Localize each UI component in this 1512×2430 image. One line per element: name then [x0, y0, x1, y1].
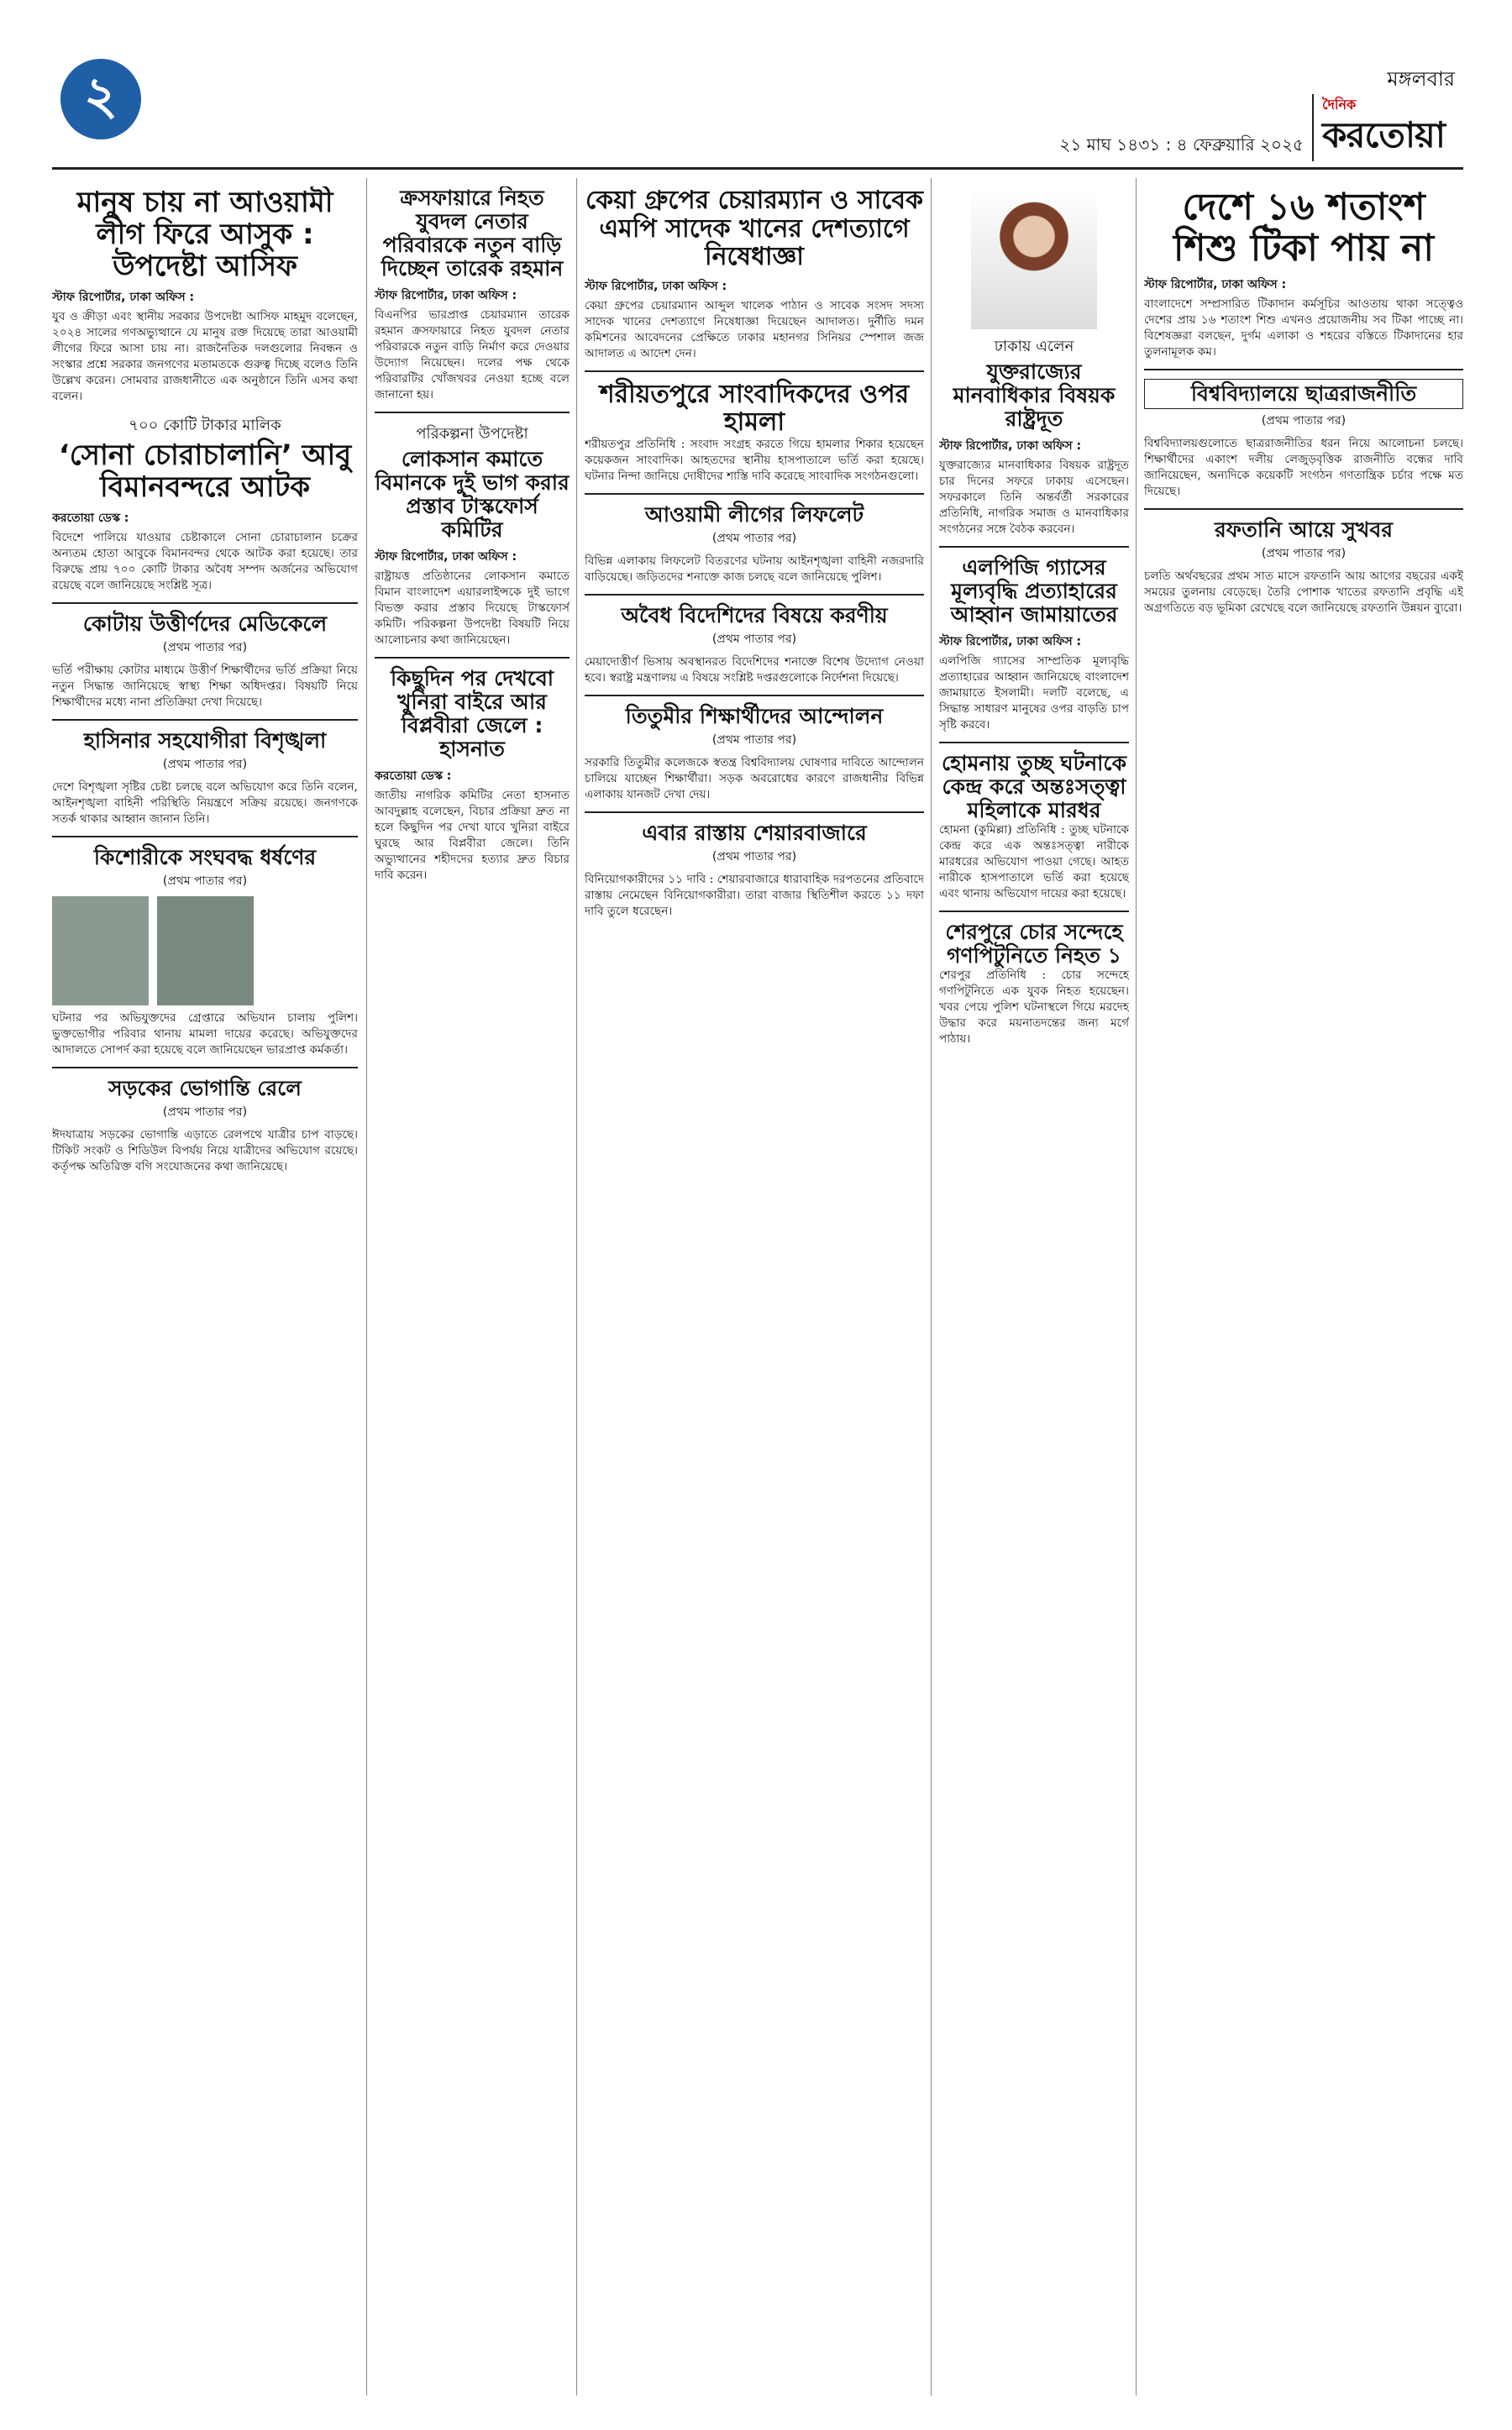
byline: স্টাফ রিপোর্টার, ঢাকা অফিস :: [939, 635, 1082, 648]
headline: সড়কের ভোগান্তি রেলে: [108, 1076, 302, 1101]
byline: স্টাফ রিপোর্টার, ঢাকা অফিস :: [52, 291, 195, 305]
divider: [585, 594, 924, 596]
headline: রফতানি আয়ে সুখবর: [1214, 517, 1394, 542]
portrait-photo: [971, 186, 1097, 329]
headline: শেরপুরে চোর সন্দেহে গণপিটুনিতে নিহত ১: [945, 920, 1123, 968]
byline: করতোয়া ডেস্ক :: [52, 512, 129, 526]
continued-label: (প্রথম পাতার পর): [711, 849, 797, 863]
article-text: যুক্তরাজ্যের মানবাধিকার বিষয়ক রাষ্ট্রদূত চার দিনের সফরে ঢাকায় এসেছেন। সফরকালে তিনি অন্তর্বর্তী সরকারের প্রতিনিধি, নাগরিক সমাজ ও মানবাধিকার সংগঠনের সঙ্গে বৈঠক করবেন।: [939, 459, 1129, 536]
article-text: রাষ্ট্রায়ত্ত প্রতিষ্ঠানের লোকসান কমাতে বিমান বাংলাদেশ এয়ারলাইন্সকে দুই ভাগে বিভক্ত করার প্রস্তাব দিয়েছে টাস্কফোর্স কমিটি। পরিকল্পনা উপদেষ্টা বিষয়টি নিয়ে আলোচনার কথা জানিয়েছেন।: [375, 569, 570, 647]
article-text: কেয়া গ্রুপের চেয়ারম্যান আব্দুল খালেক পাঠান ও সাবেক সংসদ সদস্য সাদেক খানের দেশত্যাগে নিষেধাজ্ঞা দিয়েছেন আদালত। দুর্নীতি দমন কমিশনের আবেদনের প্রেক্ষিতে ঢাকার মহানগর সিনিয়র স্পেশাল জজ আদালত এ আদেশ দেন।: [585, 298, 924, 360]
article-text: ঈদযাত্রায় সড়কের ভোগান্তি এড়াতে রেলপথে যাত্রীর চাপ বাড়ছে। টিকিট সংকট ও শিডিউল বিপর্যয় নিয়ে যাত্রীদের অভিযোগ রয়েছে। কর্তৃপক্ষ অতিরিক্ত বগি সংযোজনের কথা জানিয়েছে।: [52, 1128, 358, 1174]
headline: মানুষ চায় না আওয়ামী লীগ ফিরে আসুক : উপদেষ্টা আসিফ: [76, 186, 333, 284]
article-text: জাতীয় নাগরিক কমিটির নেতা হাসনাত আবদুল্লাহ বলেছেন, বিচার প্রক্রিয়া দ্রুত না হলে কিছুদিন পর দেখা যাবে খুনিরা বাইরে ঘুরছে আর বিপ্লবীরা জেলে। তিনি অভ্যুত্থানের শহীদদের হত্যার দ্রুত বিচার দাবি করেন।: [375, 789, 570, 882]
byline: করতোয়া ডেস্ক :: [375, 769, 452, 783]
divider: [52, 836, 358, 837]
masthead-title: করতোয়া: [1322, 114, 1445, 155]
divider: [52, 719, 358, 721]
byline: স্টাফ রিপোর্টার, ঢাকা অফিস :: [1144, 277, 1287, 291]
column-divider: [931, 178, 932, 2396]
divider: [585, 493, 924, 495]
article-text: বিনিয়োগকারীদের ১১ দাবি : শেয়ারবাজারে ধারাবাহিক দরপতনের প্রতিবাদে রাস্তায় নেমেছেন বিনিয়োগকারীরা। তারা বাজার স্থিতিশীল করতে ১১ দফা দাবি তুলে ধরেছেন।: [585, 872, 924, 918]
article-text: যুব ও ক্রীড়া এবং স্থানীয় সরকার উপদেষ্টা আসিফ মাহমুদ বলেছেন, ২০২৪ সালের গণঅভ্যুত্থানে যে মানুষ রক্ত দিয়েছে তারা আওয়ামী লীগের ফিরে আসা চায় না। রাজনৈতিক দলগুলোর নিবন্ধন ও সংস্কার প্রশ্নে সরকার জনগণের মতামতকে গুরুত্ব দিচ্ছে বলেও তিনি উল্লেখ করেন। সোমবার রাজধানীতে এক অনুষ্ঠানে তিনি এসব কথা বলেন।: [52, 310, 358, 404]
headline: হোমনায় তুচ্ছ ঘটনাকে কেন্দ্র করে অন্তঃসত্ত্বা মহিলাকে মারধর: [942, 751, 1126, 822]
page-number-badge: ২: [60, 59, 141, 139]
column-3: [585, 186, 924, 2396]
article-text: হোমনা (কুমিল্লা) প্রতিনিধি : তুচ্ছ ঘটনাকে কেন্দ্র করে এক অন্তঃসত্ত্বা নারীকে মারধরের অভিযোগ পাওয়া গেছে। আহত নারীকে হাসপাতালে ভর্তি করা হয়েছে এবং থানায় অভিযোগ দায়ের করা হয়েছে।: [939, 823, 1129, 900]
continued-label: (প্রথম পাতার পর): [162, 874, 248, 889]
divider: [585, 370, 924, 372]
divider: [585, 811, 924, 813]
headline: কিছুদিন পর দেখবো খুনিরা বাইরে আর বিপ্লবীরা জেলে : হাসনাত: [390, 666, 554, 761]
headline: লোকসান কমাতে বিমানকে দুই ভাগ করার প্রস্তাব টাস্কফোর্স কমিটির: [375, 447, 570, 542]
article-text: ঘটনার পর অভিযুক্তদের গ্রেপ্তারে অভিযান চালায় পুলিশ। ভুক্তভোগীর পরিবার থানায় মামলা দায়ের করেছে। অভিযুক্তদের আদালতে সোপর্দ করা হয়েছে বলে জানিয়েছেন ভারপ্রাপ্ত কর্মকর্তা।: [52, 1011, 358, 1058]
headline: আওয়ামী লীগের লিফলেট: [644, 501, 864, 527]
continued-label: (প্রথম পাতার পর): [711, 632, 797, 646]
divider: [52, 1067, 358, 1068]
divider: [939, 546, 1129, 548]
column-5: [1144, 186, 1463, 2396]
divider: [52, 602, 358, 604]
masthead: [1312, 94, 1455, 161]
article-text: সরকারি তিতুমীর কলেজকে স্বতন্ত্র বিশ্ববিদ্যালয় ঘোষণার দাবিতে আন্দোলন চালিয়ে যাচ্ছেন শিক্ষার্থীরা। সড়ক অবরোধের কারণে রাজধানীর বিভিন্ন এলাকায় যানজট দেখা দেয়।: [585, 755, 924, 801]
headline: যুক্তরাজ্যের মানবাধিকার বিষয়ক রাষ্ট্রদূত: [953, 360, 1116, 431]
divider: [1144, 508, 1463, 510]
byline: স্টাফ রিপোর্টার, ঢাকা অফিস :: [939, 439, 1082, 453]
headline: এলপিজি গ্যাসের মূল্যবৃদ্ধি প্রত্যাহারের আহ্বান জামায়াতের: [950, 555, 1118, 627]
headline: এবার রাস্তায় শেয়ারবাজারে: [642, 820, 867, 845]
continued-label: (প্রথম পাতার পর): [711, 531, 797, 545]
section-box: [1144, 379, 1463, 409]
headline: ক্রসফায়ারে নিহত যুবদল নেতার পরিবারকে নতুন বাড়ি দিচ্ছেন তারেক রহমান: [381, 186, 564, 281]
masthead-top: দৈনিক: [1322, 97, 1357, 113]
continued-label: (প্রথম পাতার পর): [1261, 546, 1347, 560]
article-text: বিভিন্ন এলাকায় লিফলেট বিতরণের ঘটনায় আইনশৃঙ্খলা বাহিনী নজরদারি বাড়িয়েছে। জড়িতদের শনাক্তে কাজ চলছে বলে জানিয়েছে পুলিশ।: [585, 554, 924, 584]
continued-label: (প্রথম পাতার পর): [162, 641, 248, 655]
divider: [1144, 369, 1463, 370]
headline: দেশে ১৬ শতাংশ শিশু টিকা পায় না: [1173, 186, 1435, 270]
article-text: বাংলাদেশে সম্প্রসারিত টিকাদান কর্মসূচির আওতায় থাকা সত্ত্বেও দেশের প্রায় ১৬ শতাংশ শিশু এখনও প্রয়োজনীয় সব টিকা পাচ্ছে না। বিশেষজ্ঞরা বলছেন, দুর্গম এলাকা ও শহরের বস্তিতে টিকাদানের হার তুলনামূলক কম।: [1144, 297, 1463, 359]
article-text: দেশে বিশৃঙ্খলা সৃষ্টির চেষ্টা চলছে বলে অভিযোগ করে তিনি বলেন, আইনশৃঙ্খলা বাহিনী পরিস্থিতি নিয়ন্ত্রণে সক্রিয় রয়েছে। জনগণকে সতর্ক থাকার আহ্বান জানান তিনি।: [52, 780, 358, 827]
headline: কেয়া গ্রুপের চেয়ারম্যান ও সাবেক এমপি সাদেক খানের দেশত্যাগে নিষেধাজ্ঞা: [585, 186, 924, 272]
divider: [585, 695, 924, 696]
divider: [939, 911, 1129, 912]
article-text: এলপিজি গ্যাসের সাম্প্রতিক মূল্যবৃদ্ধি প্রত্যাহারের আহ্বান জানিয়েছে বাংলাদেশ জামায়াতে ইসলামী। দলটি বলেছে, এ সিদ্ধান্ত সাধারণ মানুষের ওপর বাড়তি চাপ সৃষ্টি করবে।: [939, 654, 1129, 732]
kicker: পরিকল্পনা উপদেষ্টা: [416, 425, 528, 443]
header-date: ২১ মাঘ ১৪৩১ : ৪ ফেব্রুয়ারি ২০২৫: [1059, 134, 1304, 155]
continued-label: (প্রথম পাতার পর): [162, 758, 248, 772]
headline: ‘সোনা চোরাচালানি’ আবু বিমানবন্দরে আটক: [58, 438, 352, 505]
headline: হাসিনার সহযোগীরা বিশৃঙ্খলা: [83, 728, 327, 753]
byline: স্টাফ রিপোর্টার, ঢাকা অফিস :: [375, 289, 517, 302]
article-text: মেয়াদোত্তীর্ণ ভিসায় অবস্থানরত বিদেশিদের শনাক্তে বিশেষ উদ্যোগ নেওয়া হবে। স্বরাষ্ট্র মন্ত্রণালয় এ বিষয়ে সংশ্লিষ্ট দপ্তরগুলোকে নির্দেশনা দিয়েছে।: [585, 654, 924, 685]
column-2: [375, 186, 570, 1312]
article-text: বিদেশে পালিয়ে যাওয়ার চেষ্টাকালে সোনা চোরাচালান চক্রের অন্যতম হোতা আবুকে বিমানবন্দর থেকে আটক করা হয়েছে। তার বিরুদ্ধে প্রায় ৭০০ কোটি টাকার অবৈধ সম্পদ অর্জনের অভিযোগ রয়েছে বলে জানিয়েছে সংশ্লিষ্ট সূত্র।: [52, 531, 358, 593]
byline: স্টাফ রিপোর্টার, ঢাকা অফিস :: [585, 279, 727, 293]
article-text: বিএনপির ভারপ্রাপ্ত চেয়ারম্যান তারেক রহমান ক্রসফায়ারে নিহত যুবদল নেতার পরিবারকে নতুন বাড়ি নির্মাণ করে দেওয়ার উদ্যোগ নিয়েছেন। দলের পক্ষ থেকে পরিবারটির খোঁজখবর নেওয়া হচ্ছে বলে জানানো হয়।: [375, 308, 570, 402]
headline: কিশোরীকে সংঘবদ্ধ ধর্ষণের: [93, 845, 317, 870]
article-text: বিশ্ববিদ্যালয়গুলোতে ছাত্ররাজনীতির ধরন নিয়ে আলোচনা চলছে। শিক্ষার্থীদের একাংশ দলীয় লেজুড়বৃত্তিক রাজনীতি বন্ধের দাবি জানিয়েছেন, অন্যদিকে কয়েকটি সংগঠন গণতান্ত্রিক চর্চার পক্ষে মত দিয়েছে।: [1144, 436, 1463, 498]
column-divider: [1136, 178, 1137, 2396]
kicker: ৭০০ কোটি টাকার মালিক: [129, 417, 281, 435]
divider: [375, 412, 570, 413]
page-header: [52, 52, 1463, 170]
headline: তিতুমীর শিক্ষার্থীদের আন্দোলন: [625, 703, 884, 728]
column-divider: [576, 178, 577, 2396]
continued-label: (প্রথম পাতার পর): [711, 732, 797, 747]
divider: [939, 742, 1129, 743]
article-text: চলতি অর্থবছরের প্রথম সাত মাসে রফতানি আয় আগের বছরের একই সময়ের তুলনায় বেড়েছে। তৈরি পোশাক খাতের রফতানি প্রবৃদ্ধি এই অগ্রগতিতে বড় ভূমিকা রেখেছে বলে জানিয়েছে রফতানি উন্নয়ন ব্যুরো।: [1144, 569, 1463, 615]
news-photo: [52, 896, 254, 1005]
article-text: শেরপুর প্রতিনিধি : চোর সন্দেহে গণপিটুনিতে এক যুবক নিহত হয়েছেন। খবর পেয়ে পুলিশ ঘটনাস্থলে গিয়ে মরদেহ উদ্ধার করে ময়নাতদন্তের জন্য মর্গে পাঠায়।: [939, 968, 1129, 1046]
byline: স্টাফ রিপোর্টার, ঢাকা অফিস :: [375, 550, 517, 564]
article-text: শরীয়তপুর প্রতিনিধি : সংবাদ সংগ্রহ করতে গিয়ে হামলার শিকার হয়েছেন কয়েকজন সাংবাদিক। আহতদের স্থানীয় হাসপাতালে ভর্তি করা হয়েছে। ঘটনার নিন্দা জানিয়ে দোষীদের শাস্তি দাবি করেছে সাংবাদিক সংগঠনগুলো।: [585, 437, 924, 483]
article-text: ভর্তি পরীক্ষায় কোটার মাধ্যমে উত্তীর্ণ শিক্ষার্থীদের ভর্তি প্রক্রিয়া নিয়ে নতুন সিদ্ধান্ত জানিয়েছে স্বাস্থ্য শিক্ষা অধিদপ্তর। বিষয়টি নিয়ে শিক্ষার্থীদের মধ্যে নানা প্রতিক্রিয়া দেখা দিয়েছে।: [52, 664, 358, 710]
continued-label: (প্রথম পাতার পর): [162, 1105, 248, 1120]
column-1: [52, 186, 358, 2396]
header-day: মঙ্গলবার: [1387, 67, 1455, 91]
column-divider: [366, 178, 367, 2396]
divider: [375, 657, 570, 659]
headline: শরীয়তপুরে সাংবাদিকদের ওপর হামলা: [599, 379, 910, 438]
headline: বিশ্ববিদ্যালয়ে ছাত্ররাজনীতি: [1190, 381, 1417, 406]
continued-label: (প্রথম পাতার পর): [1261, 413, 1347, 428]
headline: কোটায় উত্তীর্ণদের মেডিকেলে: [82, 611, 328, 637]
column-4: [939, 186, 1129, 2396]
photo-caption: ঢাকায় এলেন: [994, 338, 1074, 355]
headline: অবৈধ বিদেশিদের বিষয়ে করণীয়: [621, 602, 888, 627]
